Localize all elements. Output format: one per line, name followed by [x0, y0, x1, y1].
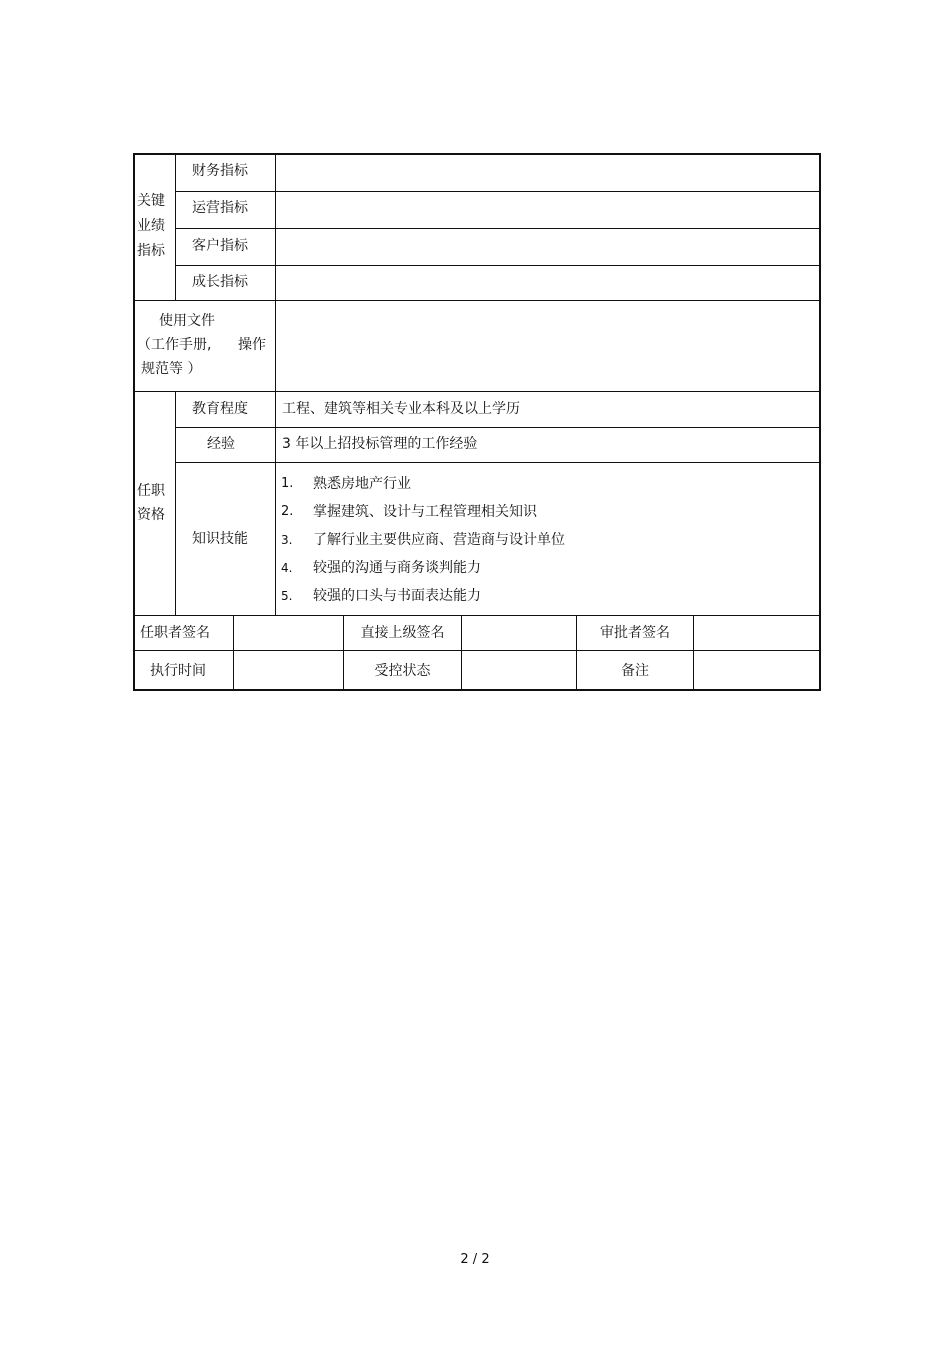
divider: [133, 300, 821, 301]
skill-item: 熟悉房地产行业: [313, 476, 411, 492]
skill-number: 5.: [281, 589, 293, 603]
kpi-category-label: 指标: [137, 243, 165, 259]
education-label: 教育程度: [192, 401, 248, 417]
table-border-right: [819, 153, 821, 691]
divider: [175, 228, 821, 229]
documents-label: 操作: [238, 337, 266, 353]
divider: [275, 153, 276, 616]
kpi-category-label: 关键: [137, 193, 165, 209]
control-status-label: 受控状态: [374, 663, 431, 679]
skill-item: 较强的口头与书面表达能力: [313, 588, 481, 604]
kpi-label-customer: 客户指标: [192, 238, 248, 254]
divider: [175, 265, 821, 266]
skill-item: 了解行业主要供应商、营造商与设计单位: [313, 532, 565, 548]
qualification-category-label: 资格: [137, 507, 165, 523]
kpi-label-growth: 成长指标: [192, 274, 248, 290]
skill-item: 较强的沟通与商务谈判能力: [313, 560, 481, 576]
skill-item: 掌握建筑、设计与工程管理相关知识: [313, 504, 537, 520]
page-number: 2 / 2: [460, 1252, 490, 1267]
execution-time-label: 执行时间: [150, 663, 206, 679]
table-border-bottom: [133, 689, 821, 691]
skill-number: 4.: [281, 561, 293, 575]
signature-label-supervisor: 直接上级签名: [360, 625, 445, 641]
education-value: 工程、建筑等相关专业本科及以上学历: [282, 401, 520, 417]
divider: [461, 615, 462, 690]
documents-label: 使用文件: [159, 313, 215, 329]
divider: [133, 650, 821, 651]
signature-label-approver: 审批者签名: [600, 625, 670, 641]
kpi-label-financial: 财务指标: [192, 163, 248, 179]
qualification-category-label: 任职: [137, 483, 165, 499]
skills-label: 知识技能: [192, 531, 248, 547]
divider: [693, 615, 694, 690]
signature-label-incumbent: 任职者签名: [140, 625, 210, 641]
experience-label: 经验: [207, 436, 235, 452]
skill-number: 1.: [281, 476, 294, 491]
divider: [175, 392, 176, 616]
divider: [133, 391, 821, 392]
table-border-left: [133, 153, 135, 691]
documents-label: 规范等 ）: [141, 361, 202, 377]
skill-number: 2.: [281, 504, 294, 519]
table-border-top: [133, 153, 821, 155]
documents-label: （工作手册,: [137, 337, 212, 353]
divider: [175, 462, 821, 463]
divider: [175, 191, 821, 192]
divider: [133, 615, 821, 616]
divider: [175, 427, 821, 428]
experience-value: 3 年以上招投标管理的工作经验: [282, 436, 478, 452]
kpi-category-label: 业绩: [137, 218, 165, 234]
remarks-label: 备注: [621, 663, 649, 679]
divider: [175, 153, 176, 300]
skill-number: 3.: [281, 533, 293, 547]
kpi-label-operations: 运营指标: [192, 200, 248, 216]
divider: [233, 615, 234, 690]
